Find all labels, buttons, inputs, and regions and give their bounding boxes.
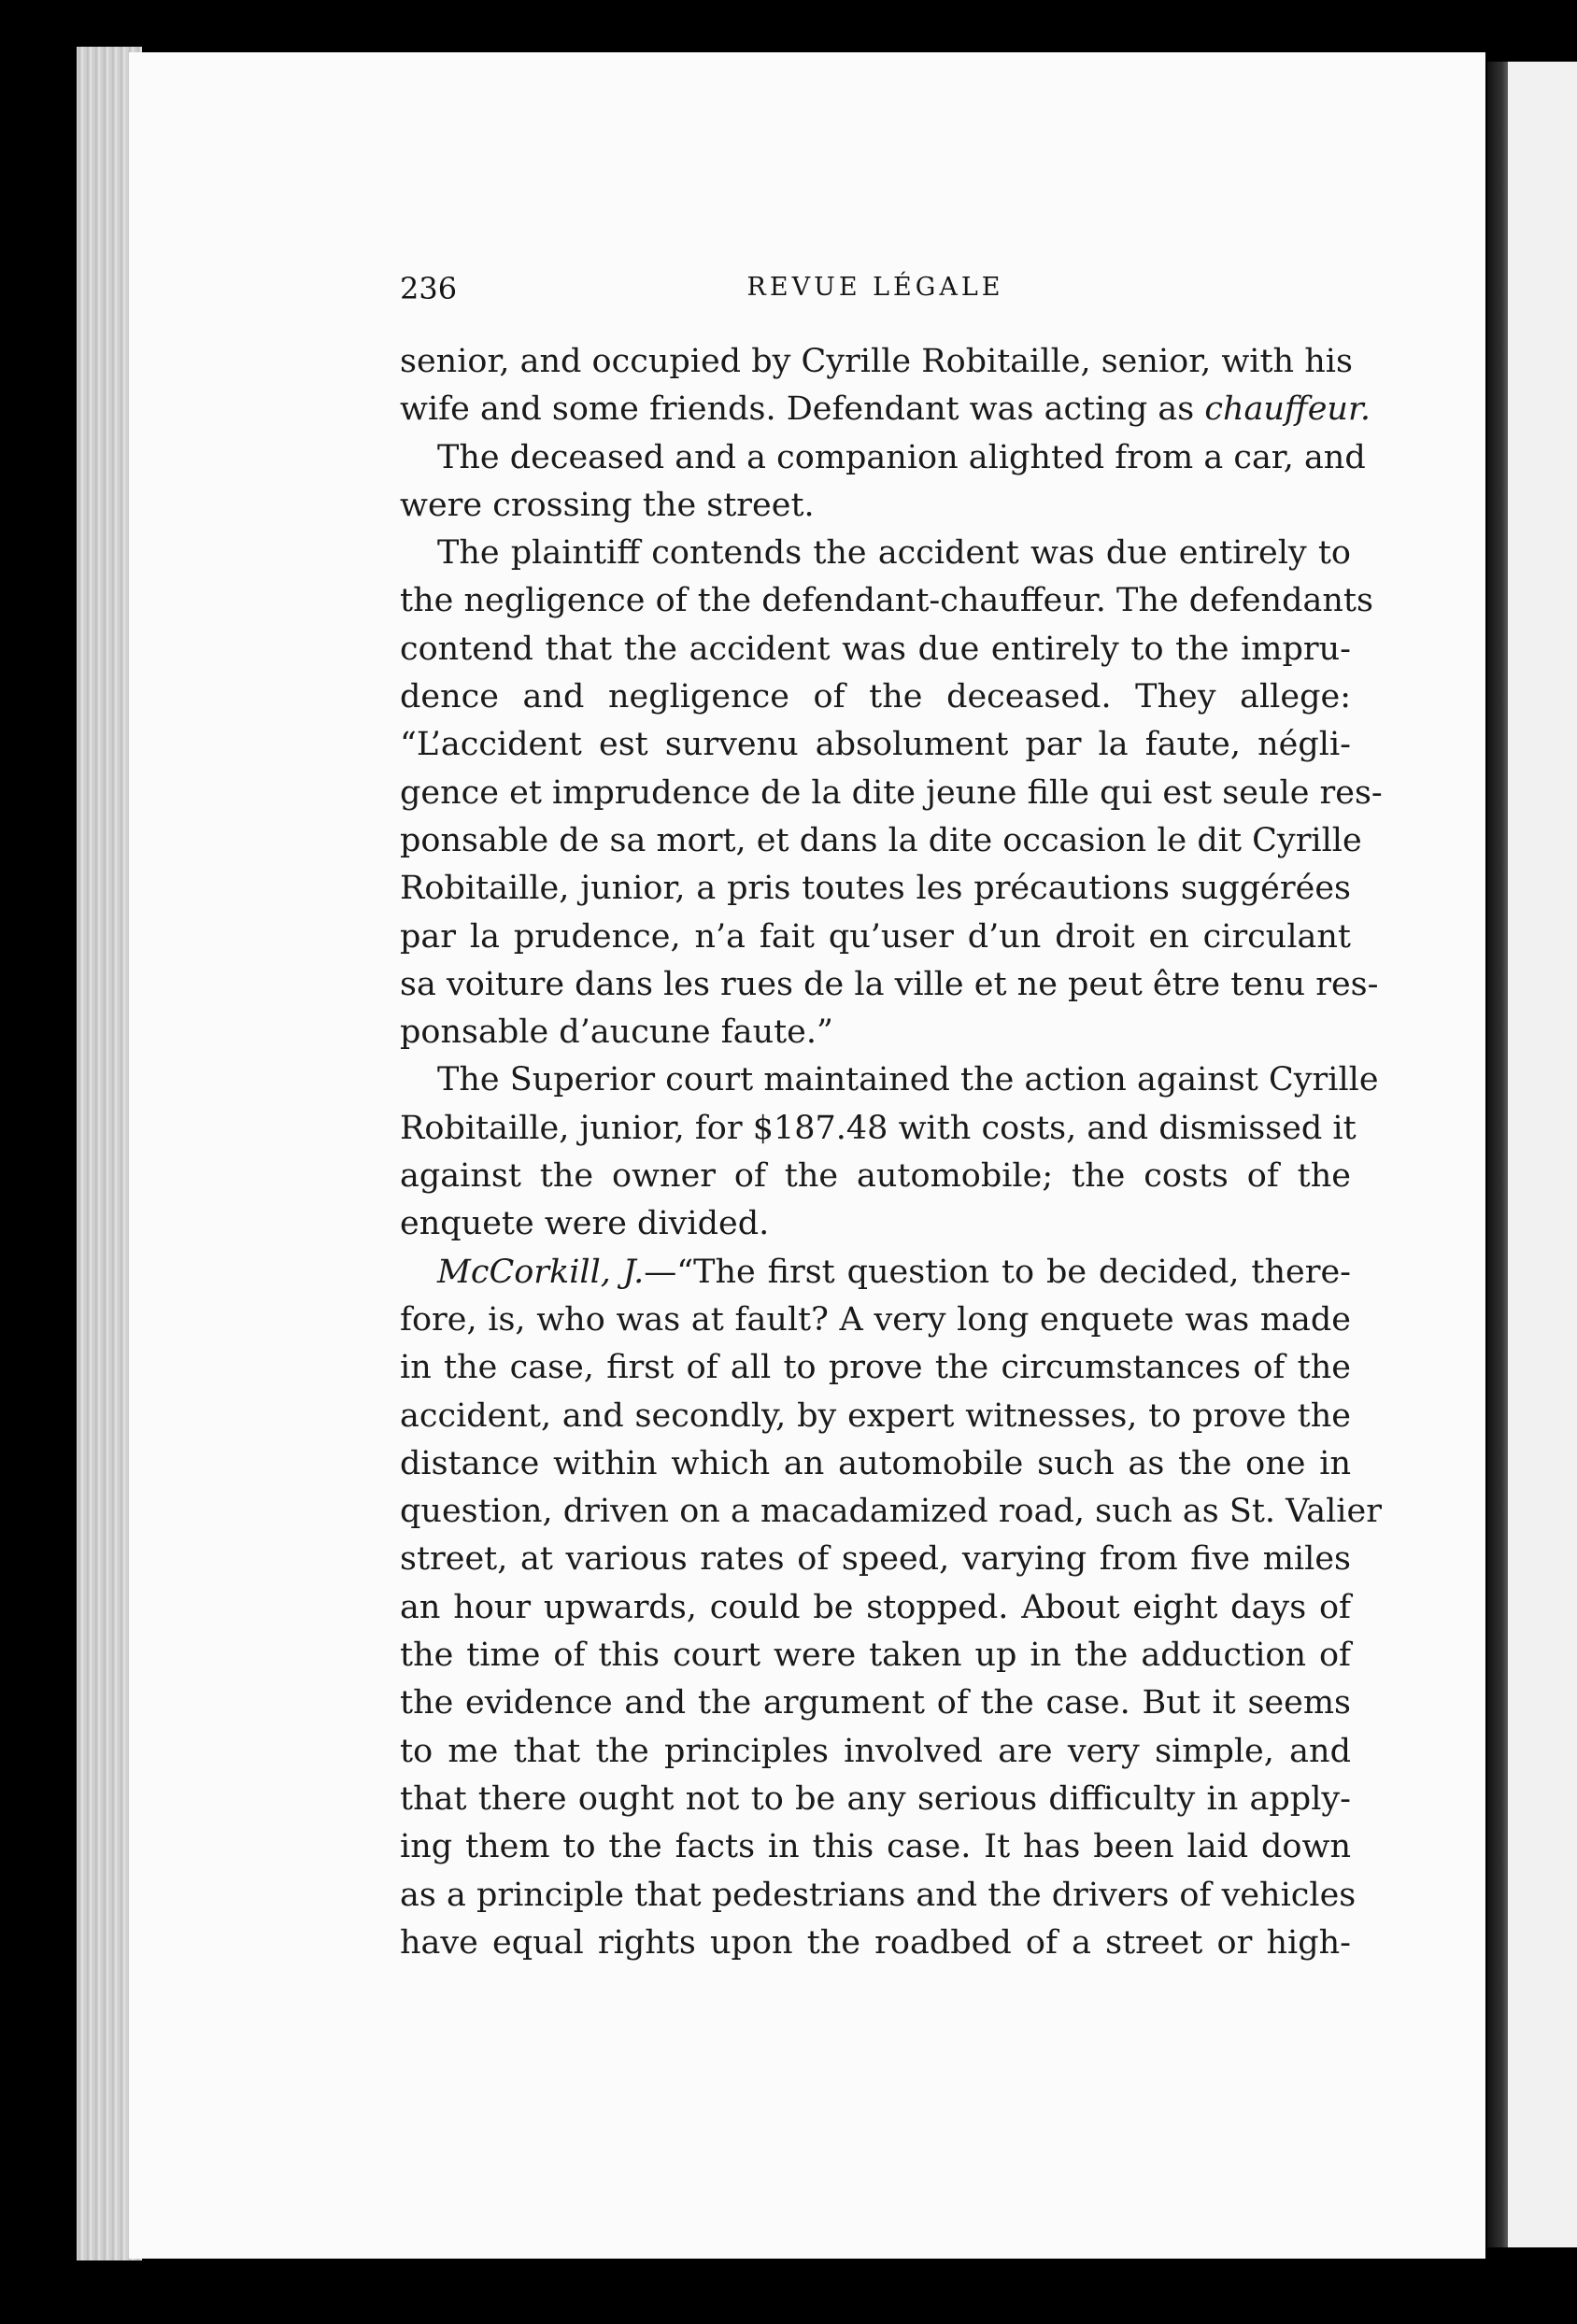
- text-line: have equal rights upon the roadbed of a street or high-: [400, 1923, 1351, 1962]
- text-line: the time of this court were taken up in the adduction of: [400, 1637, 1351, 1675]
- text-line: par la prudence, n’a fait qu’user d’un droit en circulant: [400, 917, 1351, 956]
- text-line: street, at various rates of speed, varying from five miles: [400, 1540, 1351, 1579]
- paragraph-first-line: The deceased and a companion alighted from a car, and: [437, 438, 1366, 476]
- text-line: accident, and secondly, by expert witnesses, to prove the: [400, 1396, 1351, 1435]
- paragraph-first-line: [400, 1249, 1351, 1297]
- text-line: fore, is, who was at fault? A very long enquete was made: [400, 1300, 1351, 1339]
- text-line: “L’accident est survenu absolument par la faute, négli-: [400, 726, 1351, 764]
- page-number: 236: [400, 271, 458, 306]
- facing-page-edge: [1508, 62, 1577, 2247]
- page-header: [400, 271, 1351, 316]
- text-line: contend that the accident was due entirely to the impru-: [400, 630, 1351, 668]
- text-run: —“The first question to be decided, there-: [644, 1253, 1351, 1291]
- text-line: Robitaille, junior, a pris toutes les précautions suggérées: [400, 870, 1351, 908]
- body-text: [400, 338, 1383, 1967]
- running-head: REVUE LÉGALE: [746, 273, 1004, 302]
- text-line: [400, 386, 1371, 433]
- text-line: question, driven on a macadamized road, such as St. Valier: [400, 1493, 1382, 1531]
- text-line: an hour upwards, could be stopped. About eight days of: [400, 1588, 1351, 1626]
- paragraph-first-line: The Superior court maintained the action against Cyrille: [437, 1061, 1379, 1099]
- text-run: wife and some friends. Defendant was acting as: [400, 390, 1205, 429]
- text-line: sa voiture dans les rues de la ville et ne peut être tenu res-: [400, 965, 1379, 1003]
- text-line: dence and negligence of the deceased. They allege:: [400, 678, 1351, 716]
- text-line: that there ought not to be any serious difficulty in apply-: [400, 1779, 1351, 1818]
- text-line: gence et imprudence de la dite jeune fille qui est seule res-: [400, 773, 1383, 812]
- text-line: as a principle that pedestrians and the drivers of vehicles: [400, 1876, 1357, 1914]
- text-line: the evidence and the argument of the case. But it seems: [400, 1684, 1351, 1722]
- text-line: ponsable de sa mort, et dans la dite occasion le dit Cyrille: [400, 821, 1362, 859]
- text-line: against the owner of the automobile; the costs of the: [400, 1157, 1351, 1196]
- paragraph-last-line: enquete were divided.: [400, 1205, 770, 1243]
- text-line: distance within which an automobile such as the one in: [400, 1444, 1351, 1482]
- text-line: in the case, first of all to prove the circumstances of the: [400, 1349, 1351, 1387]
- text-line: to me that the principles involved are very simple, and: [400, 1732, 1351, 1770]
- paragraph-last-line: were crossing the street.: [400, 486, 815, 524]
- judge-name: McCorkill, J.: [437, 1253, 645, 1291]
- text-line: the negligence of the defendant-chauffeur. The defendants: [400, 582, 1373, 620]
- italic-text: chauffeur.: [1204, 390, 1371, 429]
- paragraph-first-line: The plaintiff contends the accident was due entirely to: [437, 534, 1351, 573]
- text-line: ing them to the facts in this case. It has been laid down: [400, 1828, 1351, 1866]
- text-line: senior, and occupied by Cyrille Robitaille, senior, with his: [400, 343, 1353, 380]
- paragraph-last-line: ponsable d’aucune faute.”: [400, 1013, 833, 1052]
- text-line: Robitaille, junior, for $187.48 with costs, and dismissed it: [400, 1109, 1357, 1147]
